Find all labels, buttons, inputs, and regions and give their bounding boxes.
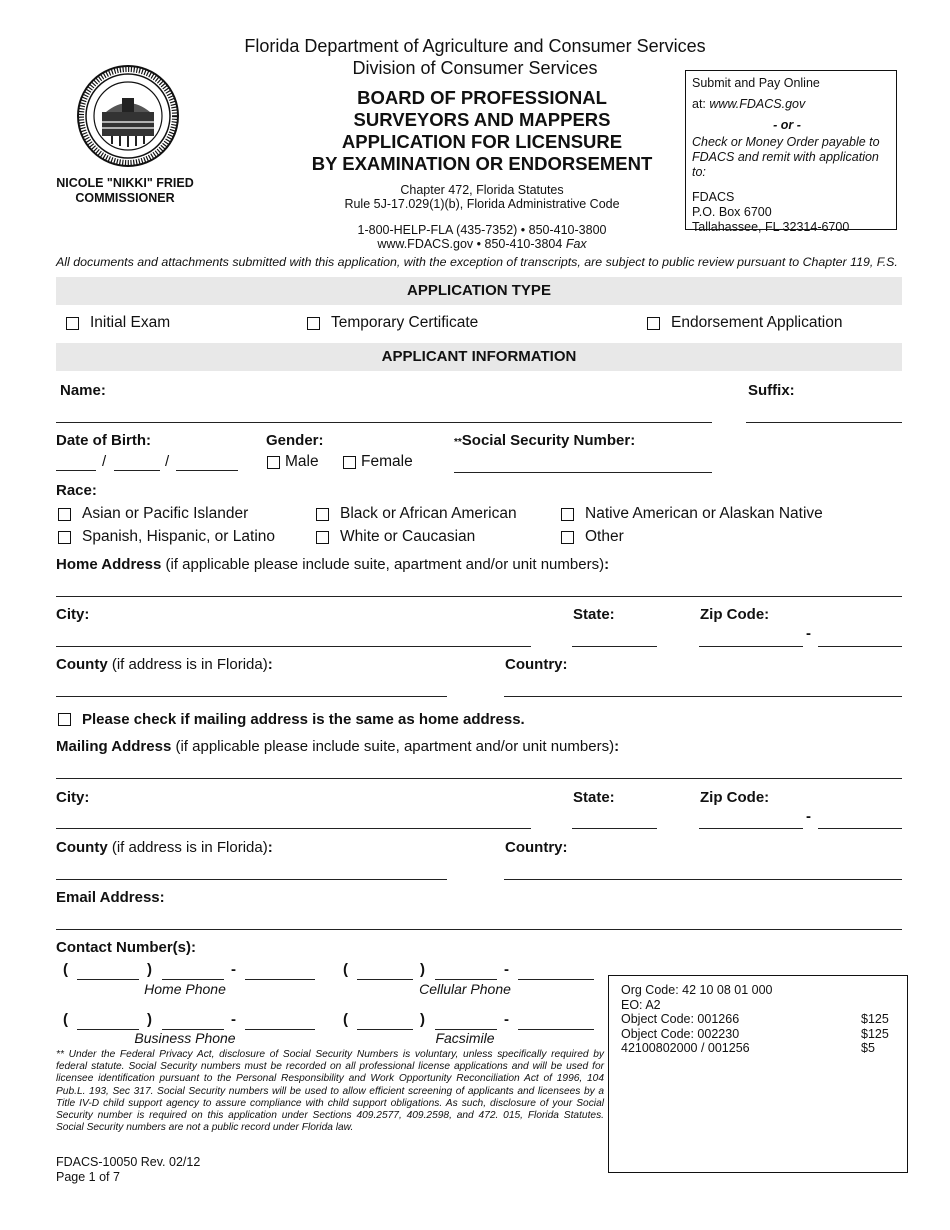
home-phone-dash: - [231,961,236,978]
rule: Rule 5J-17.029(1)(b), Florida Administrative Code [344,197,620,211]
home-phone-label: Home Phone [144,981,226,997]
race-other[interactable] [561,528,624,546]
other-label: Other [585,528,624,545]
fax-label: Fax [565,237,587,251]
race-asian[interactable] [58,505,248,523]
cell-phone-open-paren: ( [343,961,348,978]
cell-phone-close-paren: ) [420,961,425,978]
race-white[interactable] [316,528,475,546]
native-checkbox[interactable] [561,508,574,521]
check-line-1: Check or Money Order payable to [692,135,880,149]
home-address-colon: : [604,556,610,573]
business-phone-close-paren: ) [147,1011,152,1028]
endorsement-checkbox[interactable] [647,317,660,330]
mailing-address-colon: : [614,738,620,755]
native-label: Native American or Alaskan Native [585,505,823,522]
home-zip-label: Zip Code: [700,606,770,623]
home-phone-area-field[interactable] [77,979,139,980]
home-county-field[interactable] [56,696,447,697]
dob-slash-2: / [165,453,170,470]
cell-phone-area-field[interactable] [357,979,413,980]
mailing-country-field[interactable] [504,879,902,880]
application-type-heading: APPLICATION TYPE [56,277,902,305]
mailing-county-title: County [56,839,108,856]
applicant-info-heading: APPLICANT INFORMATION [56,343,902,371]
mailing-county-field[interactable] [56,879,447,880]
dob-label: Date of Birth: [56,432,151,449]
page-number: Page 1 of 7 [56,1170,120,1184]
pay-online-text: Submit and Pay Online [692,76,820,90]
cell-phone-prefix-field[interactable] [435,979,497,980]
mailing-zip-dash: - [806,808,811,825]
object-code-1: Object Code: 001266 [621,1012,740,1026]
home-address-hint: (if applicable please include suite, apartment and/or unit numbers) [161,556,605,573]
fax-label: Facsimile [435,1030,495,1046]
endorsement-label: Endorsement Application [671,314,843,331]
email-label: Email Address: [56,889,165,906]
black-checkbox[interactable] [316,508,329,521]
race-hispanic[interactable] [58,528,275,546]
addr-2: P.O. Box 6700 [692,205,772,219]
option-initial-exam[interactable] [66,314,170,332]
commissioner-title: COMMISSIONER [75,191,175,205]
initial-exam-checkbox[interactable] [66,317,79,330]
business-phone-line-field[interactable] [245,1029,315,1030]
race-label: Race: [56,482,97,499]
initial-exam-label: Initial Exam [90,314,171,331]
fax-open-paren: ( [343,1011,348,1028]
mailing-same-label: Please check if mailing address is the same as home address. [82,711,525,728]
mailing-address-field[interactable] [56,778,902,779]
asian-checkbox[interactable] [58,508,71,521]
mailing-same-option[interactable] [58,711,525,728]
phone-line: 1-800-HELP-FLA (435-7352) • 850-410-3800 [357,223,607,237]
white-checkbox[interactable] [316,531,329,544]
home-country-field[interactable] [504,696,902,697]
mailing-address-label [56,738,619,755]
home-address-label [56,556,609,573]
home-address-title: Home Address [56,556,162,573]
hispanic-checkbox[interactable] [58,531,71,544]
name-field[interactable] [56,422,712,423]
privacy-act-notice: ** Under the Federal Privacy Act, disclosure of Social Security Numbers is voluntary, unless specifically required by federal statute. Social Security numbers must be recorded on all professional license applications and will be used for licensee identification pursuant to the Personal Responsibility and Work Opportunity Reconciliation Act of 1996, 104 Pub.L. 193, Sec 317. Social Security numbers will be used to allow efficient screening of applicants and licensees by a Title IV-D child support agency to assure compliance with child support obligations. As such, disclosure of your Social Security number is required on this application under Sections 409.2577, 409.2598, and 472. 015, Florida Statutes. Social Security numbers are not a public record under Florida law. [56,1049,604,1134]
mailing-county-hint: (if address is in Florida) [107,839,268,856]
mailing-county-label [56,839,273,856]
mailing-same-checkbox[interactable] [58,713,71,726]
white-label: White or Caucasian [340,528,476,545]
fax-dash: - [504,1011,509,1028]
title-line-1: BOARD OF PROFESSIONAL [357,87,607,108]
web-line [300,237,664,251]
ssn-label: Social Security Number: [461,432,636,449]
mailing-city-field[interactable] [56,828,531,829]
home-zip4-field[interactable] [818,646,902,647]
check-line-2: FDACS and remit with application to: [692,150,879,179]
form-number: FDACS-10050 Rev. 02/12 [56,1155,201,1169]
addr-1: FDACS [692,190,735,204]
cell-phone-line-field[interactable] [518,979,594,980]
eo-code: EO: A2 [621,997,661,1012]
home-phone-prefix-field[interactable] [162,979,224,980]
other-checkbox[interactable] [561,531,574,544]
dob-day-field[interactable] [114,470,160,471]
home-state-field[interactable] [572,646,657,647]
gender-male[interactable] [267,453,319,471]
business-phone-open-paren: ( [63,1011,68,1028]
option-endorsement[interactable] [647,314,842,332]
mailing-zip-field[interactable] [699,828,803,829]
mailing-country-label: Country: [505,839,568,856]
temporary-certificate-label: Temporary Certificate [331,314,479,331]
dob-month-field[interactable] [56,470,96,471]
home-county-title: County [56,656,108,673]
ssn-field[interactable] [454,472,712,473]
mailing-address-title: Mailing Address [56,738,172,755]
contact-numbers-label: Contact Number(s): [56,939,197,956]
home-state-label: State: [573,606,615,623]
home-county-colon: : [267,656,273,673]
business-phone-label: Business Phone [134,1030,236,1046]
home-zip-dash: - [806,625,811,642]
mailing-state-field[interactable] [572,828,657,829]
mailing-city-label: City: [56,789,90,806]
suffix-field[interactable] [746,422,902,423]
home-phone-line-field[interactable] [245,979,315,980]
home-zip-field[interactable] [699,646,803,647]
hispanic-label: Spanish, Hispanic, or Latino [82,528,276,545]
pay-at: at: [692,97,706,111]
addr-3: Tallahassee, FL 32314-6700 [692,220,850,234]
title-line-2: SURVEYORS AND MAPPERS [353,109,611,130]
home-phone-close-paren: ) [147,961,152,978]
mailing-address-hint: (if applicable please include suite, apartment and/or unit numbers) [171,738,615,755]
title-line-3: APPLICATION FOR LICENSURE [341,131,623,152]
pay-or: - or - [773,118,801,132]
title-line-4: BY EXAMINATION OR ENDORSEMENT [311,153,653,174]
state-seal-logo [76,64,180,168]
male-label: Male [285,453,319,470]
name-label: Name: [60,382,106,399]
dob-year-field[interactable] [176,470,238,471]
business-phone-dash: - [231,1011,236,1028]
home-city-field[interactable] [56,646,531,647]
department-name: Florida Department of Agriculture and Consumer Services [244,36,706,56]
fax-close-paren: ) [420,1011,425,1028]
black-label: Black or African American [340,505,517,522]
object-code-3: 42100802000 / 001256 [621,1041,750,1055]
object-amount-2: $125 [861,1026,889,1041]
mailing-zip-label: Zip Code: [700,789,770,806]
female-label: Female [361,453,413,470]
race-black[interactable] [316,505,517,523]
object-amount-3: $5 [861,1041,875,1055]
home-address-field[interactable] [56,596,902,597]
cell-phone-dash: - [504,961,509,978]
home-phone-open-paren: ( [63,961,68,978]
mailing-state-label: State: [573,789,615,806]
public-record-notice: All documents and attachments submitted with this application, with the exception of transcripts, are subject to public review pursuant to Chapter 119, F.S. [56,255,898,269]
home-city-label: City: [56,606,90,623]
object-code-2: Object Code: 002230 [621,1026,740,1041]
mailing-zip4-field[interactable] [818,828,902,829]
option-temporary-certificate[interactable] [307,314,478,332]
gender-label: Gender: [266,432,324,449]
home-country-label: Country: [505,656,568,673]
gender-female[interactable] [343,453,413,471]
race-native[interactable] [561,505,823,523]
office-codes-box [608,975,908,1173]
statute: Chapter 472, Florida Statutes [400,183,564,197]
cell-phone-label: Cellular Phone [419,981,511,997]
temporary-certificate-checkbox[interactable] [307,317,320,330]
home-county-label [56,656,273,673]
division-name: Division of Consumer Services [352,58,598,78]
dob-slash-1: / [102,453,107,470]
suffix-label: Suffix: [748,382,795,399]
female-checkbox[interactable] [343,456,356,469]
email-field[interactable] [56,929,902,930]
asian-label: Asian or Pacific Islander [82,505,249,522]
payment-info-box [685,70,897,234]
web-fax: www.FDACS.gov • 850-410-3804 [377,237,563,251]
org-code: Org Code: 42 10 08 01 000 [621,983,773,997]
mailing-county-colon: : [267,839,273,856]
ssn-asterisks: ** [454,437,462,448]
commissioner-name: NICOLE "NIKKI" FRIED [56,176,194,190]
object-amount-1: $125 [861,1012,889,1026]
pay-site: www.FDACS.gov [709,97,806,111]
male-checkbox[interactable] [267,456,280,469]
home-county-hint: (if address is in Florida) [107,656,268,673]
